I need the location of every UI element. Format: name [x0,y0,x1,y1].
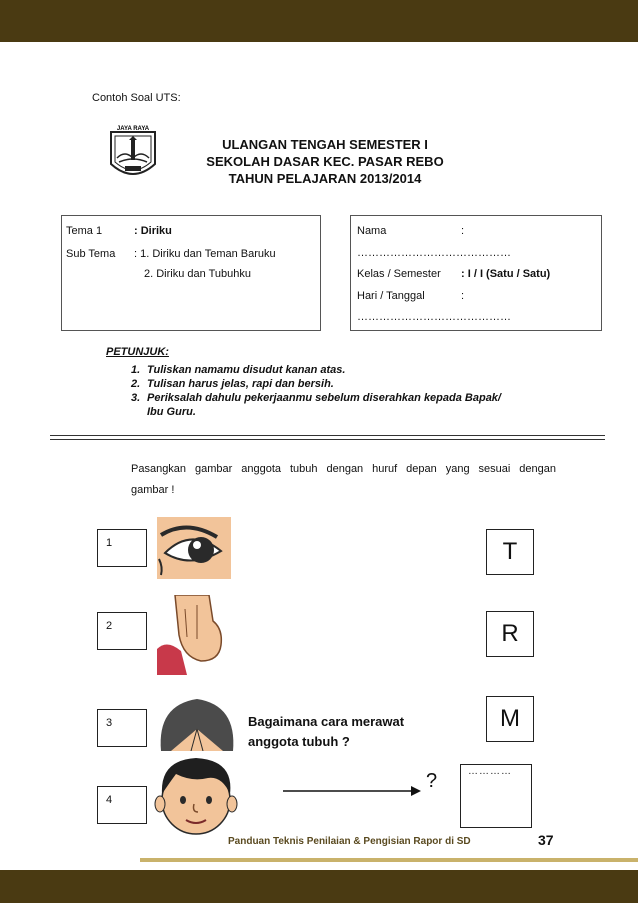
letter-box-r: R [486,611,534,657]
number-box-3: 3 [97,709,147,747]
question-mark: ? [426,770,438,792]
footer-text: Panduan Teknis Penilaian & Pengisian Rapor di SD [228,836,471,847]
hari-colon: : [461,290,465,302]
nama-colon: : [461,225,465,237]
letter-box-m: M [486,696,534,742]
instruction-line-2: gambar ! [131,484,175,496]
top-band [0,0,638,42]
logo-lettering: JAYA RAYA [116,126,150,132]
title-line-2: SEKOLAH DASAR KEC. PASAR REBO [206,154,444,169]
subtema-item-1: : 1. Diriku dan Teman Baruku [134,248,276,260]
number-box-4: 4 [97,786,147,824]
number-box-1: 1 [97,529,147,567]
question-line-2: anggota tubuh ? [248,734,350,749]
hari-label: Hari / Tanggal [357,290,425,302]
instruction-line-1: Pasangkan gambar anggota tubuh dengan huruf depan yang sesuai dengan [131,463,556,475]
intro-text: Contoh Soal UTS: [92,92,181,104]
hand-picture [157,595,231,675]
nama-dots: …………………………………… [357,247,511,259]
kelas-label: Kelas / Semester [357,268,441,280]
petunjuk-item: 3. Periksalah dahulu pekerjaanmu sebelum diserahkan kepada Bapak/ [131,392,501,404]
petunjuk-title: PETUNJUK: [106,346,169,358]
number-box-2: 2 [97,612,147,650]
kelas-value: : I / I (Satu / Satu) [461,268,551,280]
hair-picture [157,695,237,751]
jaya-raya-logo [107,122,159,186]
subtema-item-2: 2. Diriku dan Tubuhku [144,268,252,280]
footer-rule [140,858,638,862]
answer-dots: ………… [468,766,512,777]
hari-dots: …………………………………… [357,311,511,323]
page-number: 37 [538,832,554,848]
tema-label: Tema 1 [66,225,103,237]
face-picture [152,754,240,836]
exam-title [180,136,470,187]
arrow-icon [283,784,423,798]
bottom-band [0,870,638,903]
petunjuk-item: Ibu Guru. [147,406,196,418]
divider-bottom [50,439,605,440]
nama-label: Nama [357,225,387,237]
student-info-box [350,215,602,331]
question-text [248,712,404,752]
answer-box[interactable] [460,764,532,828]
question-line-1: Bagaimana cara merawat [248,714,405,729]
letter-box-t: T [486,529,534,575]
tema-value: : Diriku [134,225,172,237]
title-line-3: TAHUN PELAJARAN 2013/2014 [228,171,422,186]
subtema-label: Sub Tema [66,248,116,260]
theme-info-box [61,215,321,331]
petunjuk-item: 2. Tulisan harus jelas, rapi dan bersih. [131,378,334,390]
divider-top [50,435,605,436]
eye-picture [157,517,231,579]
title-line-1: ULANGAN TENGAH SEMESTER I [222,137,428,152]
petunjuk-item: 1. Tuliskan namamu disudut kanan atas. [131,364,346,376]
